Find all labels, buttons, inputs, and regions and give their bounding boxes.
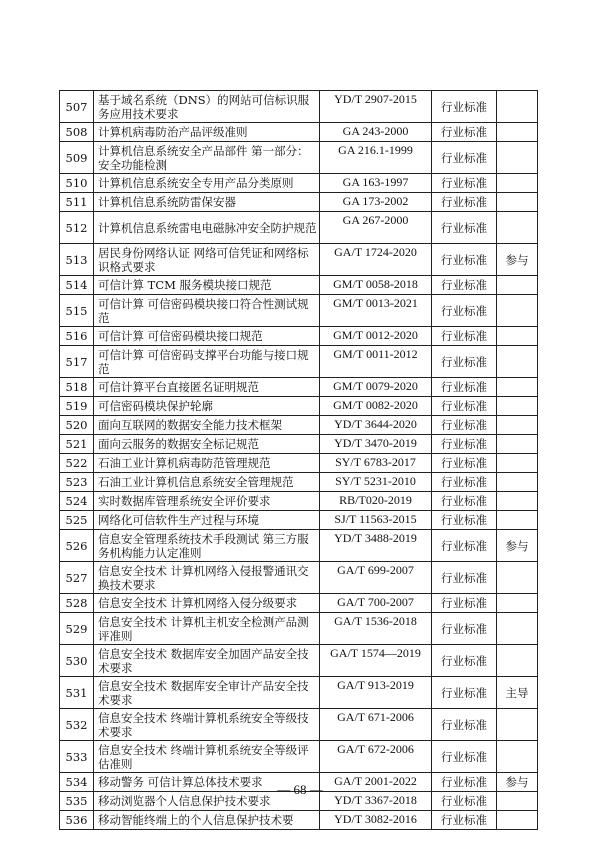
standard-code-cell: SY/T 6783-2017 bbox=[320, 454, 432, 473]
participation-role-cell bbox=[497, 435, 538, 454]
row-number-cell: 528 bbox=[60, 594, 94, 613]
row-number-cell: 527 bbox=[60, 562, 94, 594]
table-row bbox=[60, 562, 538, 594]
standard-code-cell: YD/T 3644-2020 bbox=[320, 416, 432, 435]
row-number-cell: 532 bbox=[60, 709, 94, 741]
standard-code-cell: GM/T 0013-2021 bbox=[320, 295, 432, 327]
row-number-cell: 529 bbox=[60, 613, 94, 645]
standard-code-cell: GA/T 671-2006 bbox=[320, 709, 432, 741]
participation-role-cell bbox=[497, 174, 538, 193]
standard-name-cell: 计算机信息系统安全产品部件 第一部分：安全功能检测 bbox=[94, 142, 320, 174]
row-number-cell: 515 bbox=[60, 295, 94, 327]
participation-role-cell bbox=[497, 346, 538, 378]
participation-role-cell bbox=[497, 416, 538, 435]
standard-name-cell: 信息安全技术 数据库安全审计产品安全技术要求 bbox=[94, 677, 320, 709]
standard-type-cell: 行业标准 bbox=[432, 473, 497, 492]
standard-name-cell: 信息安全技术 终端计算机系统安全等级技术要求 bbox=[94, 709, 320, 741]
standard-type-cell: 行业标准 bbox=[432, 142, 497, 174]
standard-code-cell: YD/T 3367-2018 bbox=[320, 792, 432, 811]
table-row bbox=[60, 435, 538, 454]
standard-type-cell: 行业标准 bbox=[432, 346, 497, 378]
standard-type-cell: 行业标准 bbox=[432, 123, 497, 142]
row-number-cell: 511 bbox=[60, 193, 94, 212]
row-number-cell: 517 bbox=[60, 346, 94, 378]
standard-type-cell: 行业标准 bbox=[432, 454, 497, 473]
participation-role-cell bbox=[497, 645, 538, 677]
participation-role-cell bbox=[497, 594, 538, 613]
participation-role-cell: 参与 bbox=[497, 530, 538, 562]
standard-type-cell: 行业标准 bbox=[432, 594, 497, 613]
standard-code-cell: GM/T 0058-2018 bbox=[320, 276, 432, 295]
standard-code-cell: GA/T 672-2006 bbox=[320, 741, 432, 773]
standard-type-cell: 行业标准 bbox=[432, 792, 497, 811]
table-row bbox=[60, 511, 538, 530]
page-number: — 68 — bbox=[277, 782, 323, 797]
table-row bbox=[60, 142, 538, 174]
table-row bbox=[60, 530, 538, 562]
standard-code-cell: GM/T 0011-2012 bbox=[320, 346, 432, 378]
standard-name-cell: 计算机病毒防治产品评级准则 bbox=[94, 123, 320, 142]
table-row bbox=[60, 295, 538, 327]
row-number-cell: 514 bbox=[60, 276, 94, 295]
standard-name-cell: 计算机信息系统防雷保安器 bbox=[94, 193, 320, 212]
row-number-cell: 518 bbox=[60, 378, 94, 397]
standard-name-cell: 石油工业计算机病毒防范管理规范 bbox=[94, 454, 320, 473]
table-row bbox=[60, 811, 538, 830]
participation-role-cell bbox=[497, 511, 538, 530]
table-row bbox=[60, 123, 538, 142]
standard-type-cell: 行业标准 bbox=[432, 378, 497, 397]
row-number-cell: 521 bbox=[60, 435, 94, 454]
participation-role-cell bbox=[497, 473, 538, 492]
standard-type-cell: 行业标准 bbox=[432, 645, 497, 677]
participation-role-cell: 参与 bbox=[497, 244, 538, 276]
standard-type-cell: 行业标准 bbox=[432, 530, 497, 562]
participation-role-cell bbox=[497, 378, 538, 397]
standard-name-cell: 信息安全技术 计算机网络入侵报警通讯交换技术要求 bbox=[94, 562, 320, 594]
standard-code-cell: GA/T 2001-2022 bbox=[320, 773, 432, 792]
standard-type-cell: 行业标准 bbox=[432, 193, 497, 212]
standard-type-cell: 行业标准 bbox=[432, 741, 497, 773]
row-number-cell: 507 bbox=[60, 91, 94, 123]
table-row bbox=[60, 91, 538, 123]
standard-code-cell: GA 267-2000 bbox=[320, 212, 432, 244]
standard-code-cell: GA 216.1-1999 bbox=[320, 142, 432, 174]
standard-name-cell: 移动警务 可信计算总体技术要求 bbox=[94, 773, 320, 792]
standard-name-cell: 信息安全技术 计算机网络入侵分级要求 bbox=[94, 594, 320, 613]
standard-type-cell: 行业标准 bbox=[432, 435, 497, 454]
standard-type-cell: 行业标准 bbox=[432, 677, 497, 709]
standard-name-cell: 信息安全技术 计算机主机安全检测产品测评准则 bbox=[94, 613, 320, 645]
participation-role-cell bbox=[497, 562, 538, 594]
participation-role-cell bbox=[497, 397, 538, 416]
standard-type-cell: 行业标准 bbox=[432, 174, 497, 193]
row-number-cell: 510 bbox=[60, 174, 94, 193]
standard-code-cell: GA/T 699-2007 bbox=[320, 562, 432, 594]
standard-type-cell: 行业标准 bbox=[432, 511, 497, 530]
row-number-cell: 509 bbox=[60, 142, 94, 174]
table-row bbox=[60, 276, 538, 295]
standard-type-cell: 行业标准 bbox=[432, 709, 497, 741]
standard-type-cell: 行业标准 bbox=[432, 811, 497, 830]
table-row bbox=[60, 193, 538, 212]
standard-type-cell: 行业标准 bbox=[432, 276, 497, 295]
table-row bbox=[60, 174, 538, 193]
standard-code-cell: GA 173-2002 bbox=[320, 193, 432, 212]
row-number-cell: 522 bbox=[60, 454, 94, 473]
standard-code-cell: GM/T 0079-2020 bbox=[320, 378, 432, 397]
table-row bbox=[60, 454, 538, 473]
standard-code-cell: GA/T 913-2019 bbox=[320, 677, 432, 709]
row-number-cell: 508 bbox=[60, 123, 94, 142]
standard-name-cell: 可信计算 可信密码模块接口规范 bbox=[94, 327, 320, 346]
table-row bbox=[60, 709, 538, 741]
table-row bbox=[60, 416, 538, 435]
participation-role-cell bbox=[497, 811, 538, 830]
standard-name-cell: 实时数据库管理系统安全评价要求 bbox=[94, 492, 320, 511]
participation-role-cell bbox=[497, 327, 538, 346]
table-row bbox=[60, 594, 538, 613]
table-row bbox=[60, 244, 538, 276]
table-row bbox=[60, 677, 538, 709]
standard-type-cell: 行业标准 bbox=[432, 212, 497, 244]
row-number-cell: 520 bbox=[60, 416, 94, 435]
standard-code-cell: GA 163-1997 bbox=[320, 174, 432, 193]
participation-role-cell bbox=[497, 142, 538, 174]
standard-code-cell: GM/T 0012-2020 bbox=[320, 327, 432, 346]
participation-role-cell bbox=[497, 492, 538, 511]
standard-type-cell: 行业标准 bbox=[432, 613, 497, 645]
row-number-cell: 524 bbox=[60, 492, 94, 511]
standard-type-cell: 行业标准 bbox=[432, 91, 497, 123]
standard-code-cell: GM/T 0082-2020 bbox=[320, 397, 432, 416]
participation-role-cell bbox=[497, 613, 538, 645]
standard-name-cell: 可信密码模块保护轮廓 bbox=[94, 397, 320, 416]
participation-role-cell bbox=[497, 193, 538, 212]
table-row bbox=[60, 346, 538, 378]
row-number-cell: 525 bbox=[60, 511, 94, 530]
standard-code-cell: SY/T 5231-2010 bbox=[320, 473, 432, 492]
standard-code-cell: YD/T 2907-2015 bbox=[320, 91, 432, 123]
standard-name-cell: 可信计算 TCM 服务模块接口规范 bbox=[94, 276, 320, 295]
standard-code-cell: RB/T020-2019 bbox=[320, 492, 432, 511]
standard-code-cell: GA/T 1536-2018 bbox=[320, 613, 432, 645]
standard-type-cell: 行业标准 bbox=[432, 492, 497, 511]
table-row bbox=[60, 378, 538, 397]
participation-role-cell: 主导 bbox=[497, 677, 538, 709]
table-row bbox=[60, 741, 538, 773]
row-number-cell: 531 bbox=[60, 677, 94, 709]
row-number-cell: 536 bbox=[60, 811, 94, 830]
standard-type-cell: 行业标准 bbox=[432, 416, 497, 435]
standard-name-cell: 居民身份网络认证 网络可信凭证和网络标识格式要求 bbox=[94, 244, 320, 276]
table-row bbox=[60, 473, 538, 492]
participation-role-cell bbox=[497, 212, 538, 244]
row-number-cell: 534 bbox=[60, 773, 94, 792]
standard-code-cell: GA/T 1574—2019 bbox=[320, 645, 432, 677]
standard-code-cell: SJ/T 11563-2015 bbox=[320, 511, 432, 530]
standard-code-cell: GA/T 700-2007 bbox=[320, 594, 432, 613]
participation-role-cell: 参与 bbox=[497, 773, 538, 792]
standard-name-cell: 网络化可信软件生产过程与环境 bbox=[94, 511, 320, 530]
table-row bbox=[60, 645, 538, 677]
standard-name-cell: 信息安全技术 终端计算机系统安全等级评估准则 bbox=[94, 741, 320, 773]
standard-name-cell: 基于域名系统（DNS）的网站可信标识服务应用技术要求 bbox=[94, 91, 320, 123]
standard-name-cell: 计算机信息系统安全专用产品分类原则 bbox=[94, 174, 320, 193]
standard-name-cell: 面向云服务的数据安全标记规范 bbox=[94, 435, 320, 454]
standard-type-cell: 行业标准 bbox=[432, 295, 497, 327]
row-number-cell: 519 bbox=[60, 397, 94, 416]
row-number-cell: 523 bbox=[60, 473, 94, 492]
standard-name-cell: 移动浏览器个人信息保护技术要求 bbox=[94, 792, 320, 811]
standards-table-body bbox=[60, 91, 538, 830]
standard-type-cell: 行业标准 bbox=[432, 244, 497, 276]
standard-name-cell: 可信计算 可信密码支撑平台功能与接口规范 bbox=[94, 346, 320, 378]
table-row bbox=[60, 397, 538, 416]
standard-name-cell: 可信计算 可信密码模块接口符合性测试规范 bbox=[94, 295, 320, 327]
standard-code-cell: YD/T 3082-2016 bbox=[320, 811, 432, 830]
participation-role-cell bbox=[497, 91, 538, 123]
standard-name-cell: 石油工业计算机信息系统安全管理规范 bbox=[94, 473, 320, 492]
standard-name-cell: 信息安全管理系统技术手段测试 第三方服务机构能力认定准则 bbox=[94, 530, 320, 562]
table-row bbox=[60, 212, 538, 244]
table-row bbox=[60, 492, 538, 511]
standard-name-cell: 计算机信息系统雷电电磁脉冲安全防护规范 bbox=[94, 212, 320, 244]
participation-role-cell bbox=[497, 709, 538, 741]
participation-role-cell bbox=[497, 454, 538, 473]
row-number-cell: 535 bbox=[60, 792, 94, 811]
standard-type-cell: 行业标准 bbox=[432, 397, 497, 416]
row-number-cell: 530 bbox=[60, 645, 94, 677]
standard-name-cell: 面向互联网的数据安全能力技术框架 bbox=[94, 416, 320, 435]
row-number-cell: 516 bbox=[60, 327, 94, 346]
standard-type-cell: 行业标准 bbox=[432, 562, 497, 594]
standards-table bbox=[59, 90, 538, 830]
participation-role-cell bbox=[497, 741, 538, 773]
standard-code-cell: YD/T 3470-2019 bbox=[320, 435, 432, 454]
standard-type-cell: 行业标准 bbox=[432, 773, 497, 792]
row-number-cell: 513 bbox=[60, 244, 94, 276]
standard-type-cell: 行业标准 bbox=[432, 327, 497, 346]
standard-name-cell: 可信计算平台直接匿名证明规范 bbox=[94, 378, 320, 397]
participation-role-cell bbox=[497, 123, 538, 142]
standard-name-cell: 移动智能终端上的个人信息保护技术要 bbox=[94, 811, 320, 830]
row-number-cell: 533 bbox=[60, 741, 94, 773]
row-number-cell: 526 bbox=[60, 530, 94, 562]
participation-role-cell bbox=[497, 295, 538, 327]
standard-code-cell: GA 243-2000 bbox=[320, 123, 432, 142]
standard-code-cell: GA/T 1724-2020 bbox=[320, 244, 432, 276]
standard-code-cell: YD/T 3488-2019 bbox=[320, 530, 432, 562]
table-row bbox=[60, 327, 538, 346]
table-row bbox=[60, 613, 538, 645]
standard-name-cell: 信息安全技术 数据库安全加固产品安全技术要求 bbox=[94, 645, 320, 677]
row-number-cell: 512 bbox=[60, 212, 94, 244]
participation-role-cell bbox=[497, 276, 538, 295]
